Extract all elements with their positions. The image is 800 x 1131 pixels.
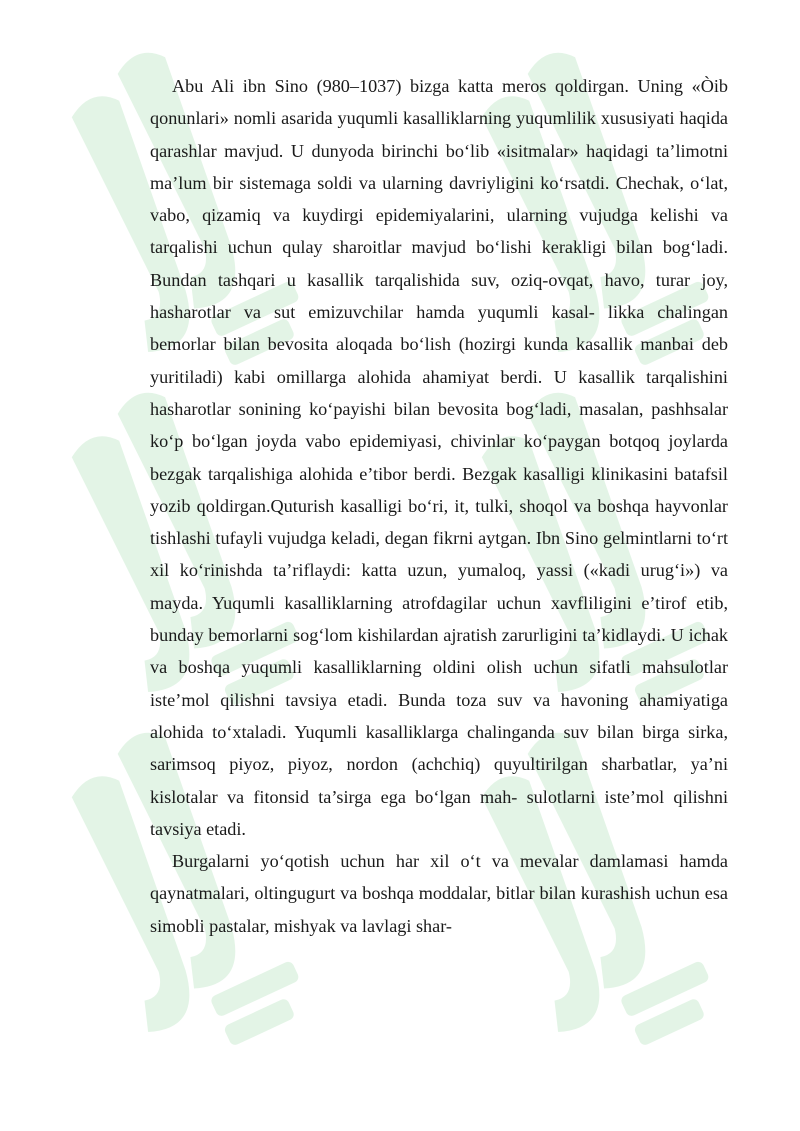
paragraph-burgalar: Burgalarni yo‘qotish uchun har xil o‘t va mevalar damlamasi hamda qaynatmalari, oltingugurt va boshqa moddalar, bitlar bilan kurashish uchun esa simobli pastalar, mishyak va lavlagi shar- <box>150 851 728 936</box>
document-body <box>150 70 728 942</box>
paragraph-ibn-sino: Abu Ali ibn Sino (980–1037) bizga katta meros qoldirgan. Uning «Òib qonunlari» nomli asarida yuqumli kasalliklarning yuqumlilik xususiyati haqida qarashlar mavjud. U dunyoda birinchi bo‘lib «isitmalar» haqidagi ta’limotni ma’lum bir sistemaga soldi va ularning davriyligini ko‘rsatdi. Chechak, o‘lat, vabo, qizamiq va kuydirgi epidemiyalarini, ularning vujudga kelishi va tarqalishi uchun qulay sharoitlar mavjud bo‘lishi kerakligi bilan bog‘ladi. Bundan tashqari u kasallik tarqalishida suv, oziq-ovqat, havo, turar joy, hasharotlar va sut emizuvchilar hamda yuqumli kasal- likka chalingan bemorlar bilan bevosita aloqada bo‘lish (hozirgi kunda kasallik manbai deb yuritiladi) kabi omillarga alohida ahamiyat berdi. U kasallik tarqalishini hasharotlar sonining ko‘payishi bilan bevosita bog‘ladi, masalan, pashhsalar ko‘p bo‘lgan joyda vabo epidemiyasi, chivinlar ko‘paygan botqoq joylarda bezgak tarqalishiga alohida e’tibor berdi. Bezgak kasalligi klinikasini batafsil yozib qoldirgan.Quturish kasalligi bo‘ri, it, tulki, shoqol va boshqa hayvonlar tishlashi tufayli vujudga keladi, degan fikrni aytgan. Ibn Sino gelmintlarni to‘rt xil ko‘rinishda ta’riflaydi: katta uzun, yumaloq, yassi («kadi urug‘i») va mayda. Yuqumli kasalliklarning atrofdagilar uchun xavfliligini e’tirof etib, bunday bemorlarni sog‘lom kishilardan ajratish zarurligini ta’kidlaydi. U ichak va boshqa yuqumli kasalliklarning oldini olish uchun sifatli mahsulotlar iste’mol qilishni tavsiya etadi. Bunda toza suv va havoning ahamiyatiga alohida to‘xtaladi. Yuqumli kasalliklarga chalinganda suv bilan birga sirka, sarimsoq piyoz, piyoz, nordon (achchiq) quyultirilgan sharbatlar, ya’ni kislotalar va fitonsid ta’sirga ega bo‘lgan mah- sulotlarni iste’mol qilishni tavsiya etadi. <box>150 76 728 839</box>
